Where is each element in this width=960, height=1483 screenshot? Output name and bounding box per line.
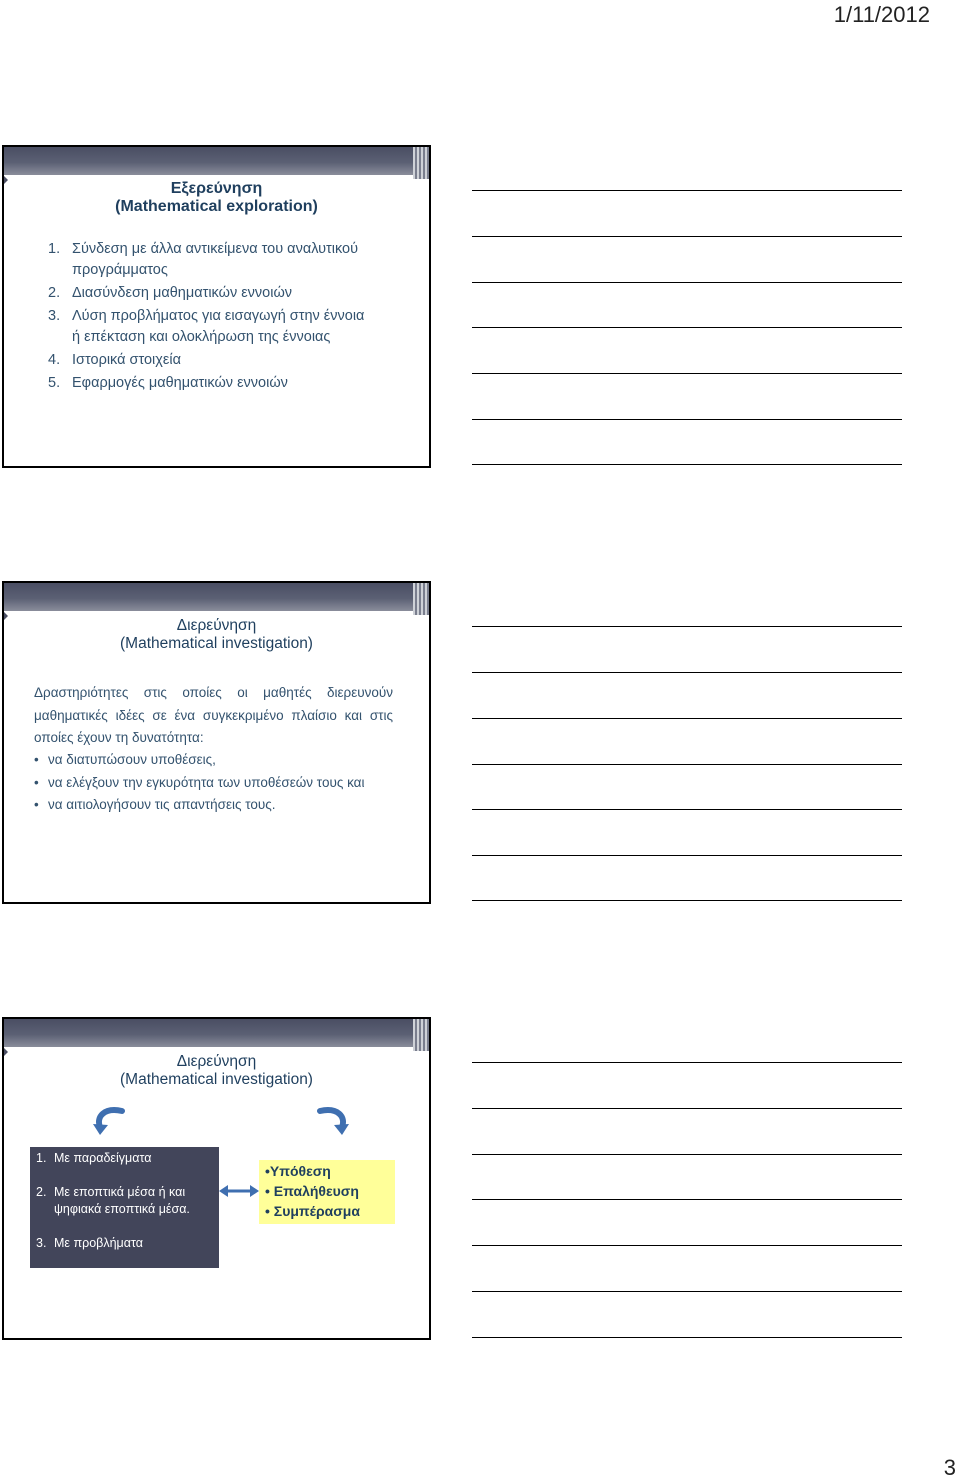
list-item: 3. Λύση προβλήματος για εισαγωγή στην έννοια ή επέκταση και ολοκλήρωση της έννοιας (48, 308, 365, 345)
notes-line (472, 419, 902, 420)
notes-line (472, 1337, 902, 1338)
page-date: 1/11/2012 (833, 2, 930, 27)
notes-line (472, 809, 902, 810)
notes-line (472, 373, 902, 374)
notes-line (472, 1154, 902, 1155)
notes-line (472, 1062, 902, 1063)
notes-line (472, 1245, 902, 1246)
slide-title: Διερεύνηση (Mathematical investigation) (120, 617, 313, 652)
notes-line (472, 327, 902, 328)
list-item: 3. Με προβλήματα (36, 1236, 143, 1250)
notes-line (472, 718, 902, 719)
list-item: 4. Ιστορικά στοιχεία (48, 352, 181, 368)
list-item: • να ελέγξουν την εγκυρότητα των υποθέσεών τους και (34, 772, 409, 795)
page-number: 3 (943, 1455, 956, 1480)
notes-line (472, 190, 902, 191)
list-item: • να αιτιολογήσουν τις απαντήσεις τους. (34, 794, 409, 817)
slide-investigation-methods (2, 1017, 431, 1340)
notes-line (472, 900, 902, 901)
slide-header-bar (4, 1019, 429, 1047)
curved-arrow-right-icon (310, 1105, 350, 1137)
list-item: 1. Με παραδείγματα (36, 1151, 152, 1165)
list-item: 2. Διασύνδεση μαθηματικών εννοιών (48, 285, 293, 301)
slide-corner-decoration (413, 583, 429, 615)
notes-line (472, 236, 902, 237)
definition-paragraph: Δραστηριότητες στις οποίες οι μαθητές διερευνούν μαθηματικές ιδέες σε ένα συγκεκριμένο πλαίσιο και στις οποίες έχουν τη δυνατότητα: (34, 685, 393, 745)
notes-line (472, 764, 902, 765)
exploration-list (48, 239, 409, 394)
slide-investigation-definition (2, 581, 431, 904)
ability-bullets (34, 749, 409, 817)
notes-line (472, 626, 902, 627)
slide-exploration (2, 145, 431, 468)
steps-box (259, 1160, 395, 1224)
list-item: • Επαλήθευση (265, 1183, 359, 1199)
list-item: •Υπόθεση (265, 1163, 331, 1179)
slide-corner-decoration (413, 1019, 429, 1051)
list-item: • να διατυπώσουν υποθέσεις, (34, 749, 409, 772)
notes-line (472, 672, 902, 673)
slide-title: Διερεύνηση (Mathematical investigation) (120, 1053, 313, 1088)
list-item: 2. Με εποπτικά μέσα ή και ψηφιακά εποπτικά μέσα. (36, 1185, 190, 1216)
methods-box (30, 1147, 219, 1268)
slide-corner-decoration (413, 147, 429, 179)
slide-header-bar (4, 147, 429, 175)
notes-line (472, 1199, 902, 1200)
notes-line (472, 855, 902, 856)
list-item: • Συμπέρασμα (265, 1203, 360, 1219)
list-item: 1. Σύνδεση με άλλα αντικείμενα του αναλυτικού προγράμματος (48, 241, 359, 278)
notes-line (472, 464, 902, 465)
notes-line (472, 1291, 902, 1292)
notes-line (472, 282, 902, 283)
curved-arrow-left-icon (92, 1105, 132, 1137)
double-arrow-icon (219, 1184, 259, 1198)
slide-header-bar (4, 583, 429, 611)
list-item: 5. Εφαρμογές μαθηματικών εννοιών (48, 375, 288, 391)
slide-title: Εξερεύνηση (Mathematical exploration) (115, 180, 318, 215)
notes-line (472, 1108, 902, 1109)
